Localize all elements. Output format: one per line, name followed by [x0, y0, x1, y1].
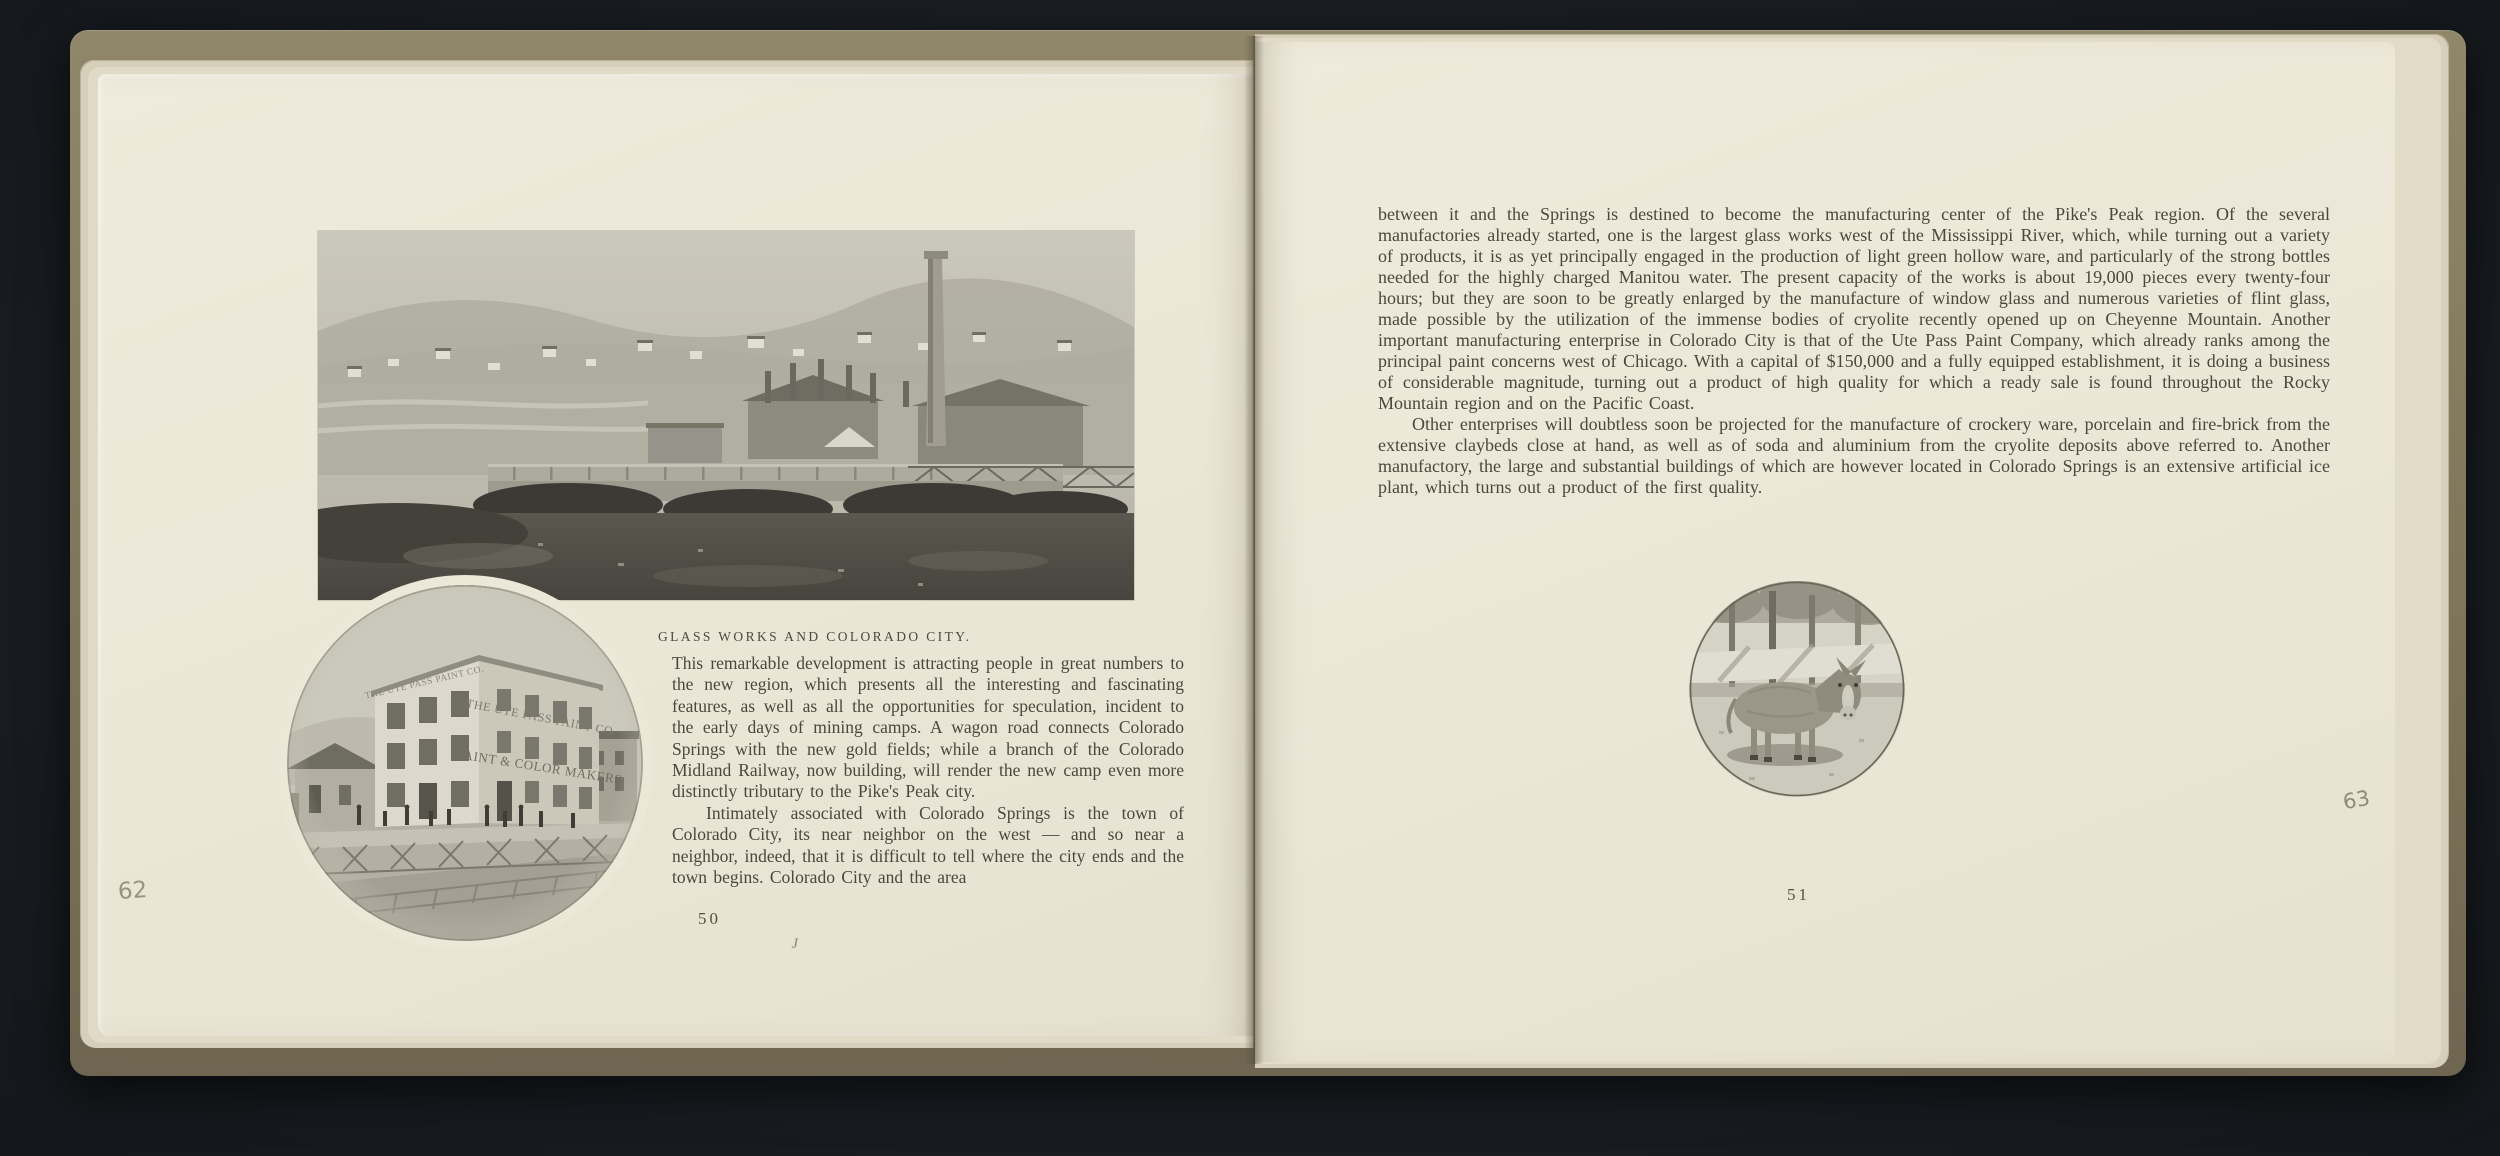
book-gutter [1244, 36, 1264, 1064]
left-paragraph-2: Intimately associated with Colorado Springs is the town of Colorado City, its near neighbor on the west — and so near a neighbor, indeed, that it is difficult to tell where the city ends and the town begins. Colorado City and the area [672, 802, 1184, 888]
vignette [287, 585, 643, 941]
pencil-mark: J [790, 935, 800, 953]
burro-photo [1689, 581, 1905, 797]
canopy-blobs [1695, 581, 1905, 625]
left-paragraph-1: This remarkable development is attracting people in great numbers to the new region, which presents all the interesting and fascinating features, as well as all the opportunities for speculation, incident to the early days of mining camps. A wagon road connects Colorado Springs with the new gold fields; while a branch of the Colorado Midland Railway, now building, will render the new camp even more distinctly tributary to the Pike's Peak city. [672, 653, 1184, 802]
right-paragraph-1: between it and the Springs is destined to become the manufacturing center of the Pike's Peak region. Of the several manufactories already started, one is the largest glass works west of the Mississippi River, which, while turning out a variety of products, it is as yet principally engaged in the production of light green hollow ware, and particularly of the strong bottles needed for the highly charged Manitou water. The present capacity of the works is about 19,000 pieces every twenty-four hours; but they are soon to be greatly enlarged by the manufacture of window glass and numerous varieties of flint glass, made possible by the utilization of the immense bodies of cryolite recently opened up on Cheyenne Mountain. Another important manufacturing enterprise in Colorado City is that of the Ute Pass Paint Company, which already ranks among the principal paint concerns west of Chicago. With a capital of $150,000 and a fully equipped establishment, it is doing a business of considerable magnitude, turning out a product of high quality for which a ready sale is found throughout the Rocky Mountain region and on the Pacific Coast. [1378, 204, 2330, 413]
right-paragraph-2: Other enterprises will doubtless soon be projected for the manufacture of crockery ware, porcelain and fire-brick from the extensive claybeds close at hand, as well as of soda and aluminium from the cryolite deposits above referred to. Another manufactory, the large and substantial buildings of which are however located in Colorado Springs is an extensive artificial ice plant, which turns out a product of the first quality. [1378, 414, 2330, 497]
paint-company-illustration [287, 585, 643, 941]
handwritten-folio-right: 63 [2341, 785, 2372, 815]
muzzle [1840, 706, 1856, 720]
paint-company-photo [287, 585, 643, 941]
left-page [98, 74, 1254, 1036]
left-page-text [672, 653, 1184, 888]
left-page-number: 50 [698, 909, 721, 928]
right-page-text [1378, 204, 2330, 498]
handwritten-folio-left: 62 [117, 877, 149, 905]
glass-works-photo [318, 231, 1134, 600]
photo-caption: GLASS WORKS AND COLORADO CITY. [658, 629, 972, 644]
burro-shadow [1727, 744, 1843, 766]
right-page-number: 51 [1787, 885, 1810, 904]
burro-illustration [1689, 581, 1905, 797]
glass-works-illustration [318, 231, 1134, 600]
right-page [1255, 42, 2395, 1062]
